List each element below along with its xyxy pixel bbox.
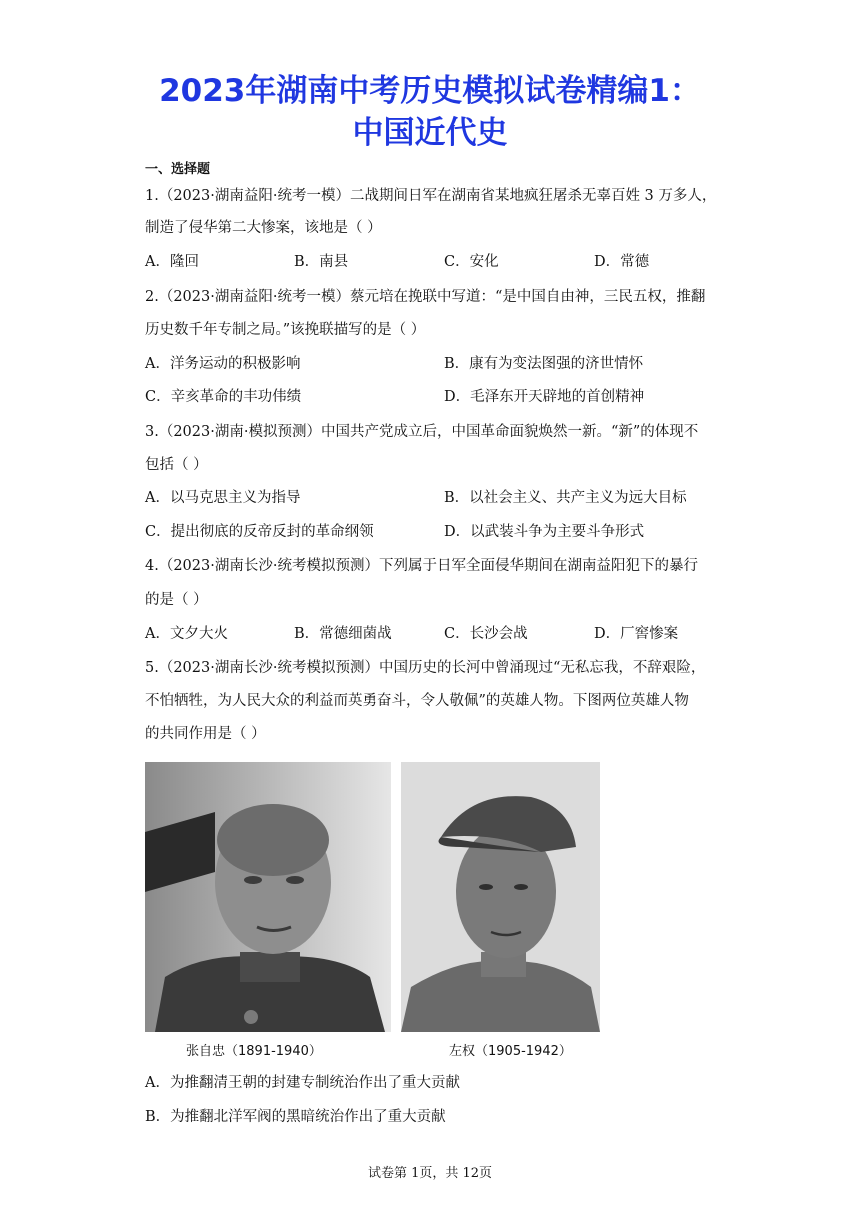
q5-option-a: A．为推翻清王朝的封建专制统治作出了重大贡献 (145, 1075, 460, 1091)
q2-option-a: A．洋务运动的积极影响 (145, 356, 301, 372)
q2-option-c: C．辛亥革命的丰功伟绩 (145, 389, 302, 405)
q3-stem-line1: 3.（2023·湖南·模拟预测）中国共产党成立后，中国革命面貌焕然一新。“新”的体现不 (145, 424, 699, 440)
q3-option-c: C．提出彻底的反帝反封的革命纲领 (145, 524, 374, 540)
q4-option-d: D．厂窖惨案 (594, 626, 679, 642)
q4-stem-line1: 4.（2023·湖南长沙·统考模拟预测）下列属于日军全面侵华期间在湖南益阳犯下的暴行 (145, 558, 698, 574)
q5-stem-line3: 的共同作用是（ ） (145, 726, 266, 742)
q4-stem-line2: 的是（ ） (145, 592, 208, 608)
q3-stem-line2: 包括（ ） (145, 457, 208, 473)
page-title-line1: 2023年湖南中考历史模拟试卷精编1： (159, 73, 701, 109)
caption-left: 张自忠（1891-1940） (186, 1044, 322, 1059)
q3-option-b: B．以社会主义、共产主义为远大目标 (444, 490, 687, 506)
portrait-photo-right (401, 762, 600, 1032)
q5-option-b: B．为推翻北洋军阀的黑暗统治作出了重大贡献 (145, 1109, 446, 1125)
q1-stem-line2: 制造了侵华第二大惨案，该地是（ ） (145, 220, 382, 236)
page-footer: 试卷第 1页，共 12页 (367, 1166, 493, 1181)
q1-option-c: C．安化 (444, 254, 499, 270)
page-title-line2: 中国近代史 (352, 115, 508, 151)
q5-stem-line1: 5.（2023·湖南长沙·统考模拟预测）中国历史的长河中曾涌现过“无私忘我，不辞艰险， (145, 660, 706, 676)
q1-option-d: D．常德 (594, 254, 650, 270)
q2-stem-line2: 历史数千年专制之局。”该挽联描写的是（ ） (145, 322, 426, 338)
q3-option-d: D．以武装斗争为主要斗争形式 (444, 524, 645, 540)
q4-option-a: A．文夕大火 (145, 626, 228, 642)
q1-option-b: B．南县 (294, 254, 349, 270)
q4-option-b: B．常德细菌战 (294, 626, 392, 642)
portrait-photo-left (145, 762, 391, 1032)
q5-stem-line2: 不怕牺牲，为人民大众的利益而英勇奋斗，令人敬佩”的英雄人物。下图两位英雄人物 (145, 693, 689, 709)
q2-option-b: B．康有为变法图强的济世情怀 (444, 356, 644, 372)
section-heading: 一、选择题 (145, 162, 211, 177)
caption-right: 左权（1905-1942） (449, 1044, 572, 1059)
q1-stem-line1: 1.（2023·湖南益阳·统考一模）二战期间日军在湖南省某地疯狂屠杀无辜百姓 3 万多人， (145, 188, 717, 204)
q4-option-c: C．长沙会战 (444, 626, 528, 642)
q2-stem-line1: 2.（2023·湖南益阳·统考一模）蔡元培在挽联中写道：“是中国自由神，三民五权，推翻 (145, 289, 706, 305)
q2-option-d: D．毛泽东开天辟地的首创精神 (444, 389, 645, 405)
q1-option-a: A．隆回 (145, 254, 199, 270)
q3-option-a: A．以马克思主义为指导 (145, 490, 301, 506)
